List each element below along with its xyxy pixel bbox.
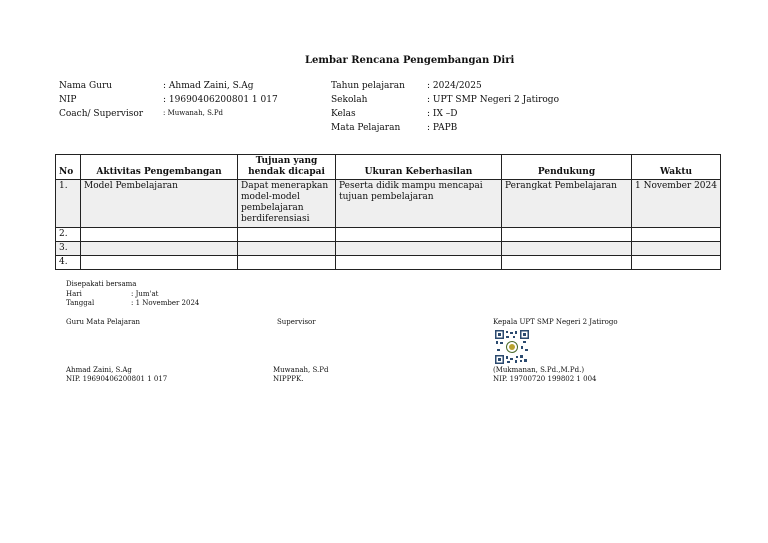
info-label-kelas: Kelas [331, 109, 356, 119]
table-cell: Peserta didik mampu mencapai tujuan pembelajaran [336, 180, 502, 228]
document-title: Lembar Rencana Pengembangan Diri [305, 55, 515, 66]
info-label-nip: NIP [59, 95, 77, 105]
signature-id-supervisor: NIPPPK. [273, 375, 304, 383]
table-row [56, 228, 721, 242]
signature-role-supervisor: Supervisor [277, 318, 316, 326]
table-row [56, 256, 721, 270]
table-cell: 1. [56, 180, 81, 228]
info-label-sekolah: Sekolah [331, 95, 368, 105]
table-cell [336, 256, 502, 270]
table-cell [502, 228, 632, 242]
table-cell: Perangkat Pembelajaran [502, 180, 632, 228]
column-header-pendukung: Pendukung [502, 155, 632, 180]
table-header-row [56, 155, 721, 180]
table-cell [238, 228, 336, 242]
development-plan-table [55, 154, 721, 270]
info-value-nip: : 19690406200801 1 017 [163, 95, 278, 105]
table-cell [238, 242, 336, 256]
signature-role-kepala: Kepala UPT SMP Negeri 2 Jatirogo [493, 318, 618, 326]
agreement-heading: Disepakati bersama [66, 280, 137, 288]
table-cell [81, 256, 238, 270]
table-cell [81, 228, 238, 242]
info-label-nama-guru: Nama Guru [59, 81, 113, 91]
signature-name-kepala: (Mukmanan, S.Pd.,M.Pd.) [493, 366, 585, 374]
table-row [56, 242, 721, 256]
info-label-tahun: Tahun pelajaran [331, 81, 405, 91]
agreement-tanggal-value: : 1 November 2024 [131, 299, 200, 307]
table-cell [336, 228, 502, 242]
table-cell: 4. [56, 256, 81, 270]
table-cell [632, 228, 721, 242]
info-value-sekolah: : UPT SMP Negeri 2 Jatirogo [427, 95, 559, 105]
table-cell [632, 242, 721, 256]
info-value-tahun: : 2024/2025 [427, 81, 482, 91]
table-cell [336, 242, 502, 256]
info-value-mapel: : PAPB [427, 123, 458, 133]
info-label-supervisor: Coach/ Supervisor [59, 109, 144, 119]
table-cell [81, 242, 238, 256]
agreement-hari-label: Hari [66, 290, 82, 298]
table-cell [502, 242, 632, 256]
signature-name-guru: Ahmad Zaini, S.Ag [66, 366, 132, 374]
table-cell: 3. [56, 242, 81, 256]
qr-code-icon [495, 330, 529, 364]
column-header-tujuan: Tujuan yang hendak dicapai [238, 155, 336, 180]
signature-role-guru: Guru Mata Pelajaran [66, 318, 141, 326]
table-cell: Dapat menerapkan model-model pembelajaran berdiferensiasi [238, 180, 336, 228]
info-value-nama-guru: : Ahmad Zaini, S.Ag [163, 81, 254, 91]
column-header-ukuran: Ukuran Keberhasilan [336, 155, 502, 180]
signature-id-kepala: NIP. 19700720 199802 1 004 [493, 375, 597, 383]
column-header-no: No [56, 155, 81, 180]
table-cell: 1 November 2024 [632, 180, 721, 228]
info-value-supervisor: : Muwanah, S.Pd [163, 109, 224, 117]
signature-name-supervisor: Muwanah, S.Pd [273, 366, 329, 374]
table-row [56, 180, 721, 228]
signature-id-guru: NIP. 19690406200801 1 017 [66, 375, 168, 383]
table-cell [632, 256, 721, 270]
column-header-waktu: Waktu [632, 155, 721, 180]
info-label-mapel: Mata Pelajaran [331, 123, 401, 133]
table-cell [238, 256, 336, 270]
agreement-tanggal-label: Tanggal [66, 299, 95, 307]
info-value-kelas: : IX –D [427, 109, 458, 119]
table-cell [502, 256, 632, 270]
column-header-aktivitas: Aktivitas Pengembangan [81, 155, 238, 180]
table-cell: Model Pembelajaran [81, 180, 238, 228]
agreement-hari-value: : Jum'at [131, 290, 159, 298]
table-cell: 2. [56, 228, 81, 242]
